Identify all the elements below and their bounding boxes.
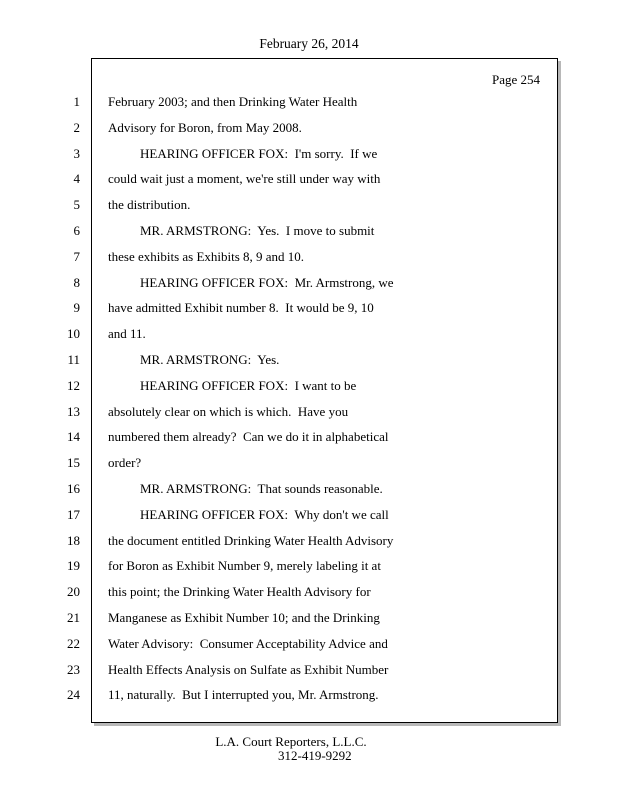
line-text: MR. ARMSTRONG: Yes. I move to submit: [140, 223, 375, 238]
transcript-line: [0, 273, 560, 293]
transcript-line: [0, 169, 560, 189]
line-number: 11: [67, 352, 80, 367]
transcript-line: [0, 118, 560, 138]
line-number: 10: [67, 326, 80, 342]
line-text: HEARING OFFICER FOX: I'm sorry. If we: [140, 145, 378, 161]
line-number: 2: [73, 119, 80, 135]
transcript-line: [0, 634, 560, 654]
line-number: 23: [67, 661, 80, 677]
header-date: February 26, 2014: [259, 36, 359, 51]
line-number: 13: [67, 403, 80, 419]
line-text: HEARING OFFICER FOX: Why don't we call: [140, 506, 389, 522]
line-number: 4: [73, 171, 80, 187]
line-text: MR. ARMSTRONG: Yes.: [140, 352, 280, 367]
line-text: this point; the Drinking Water Health Advisory for: [108, 584, 371, 600]
transcript-line: [0, 324, 560, 344]
line-number: 22: [67, 635, 80, 651]
transcript-line: [0, 144, 560, 164]
line-number: 7: [73, 248, 80, 264]
transcript-line: [0, 221, 560, 241]
line-text: the distribution.: [108, 197, 191, 213]
transcript-line: [0, 195, 560, 215]
line-number: 3: [73, 145, 80, 161]
line-text: order?: [108, 455, 142, 471]
line-number: 9: [73, 300, 80, 316]
line-number: 8: [73, 274, 80, 290]
line-number: 21: [67, 610, 80, 625]
line-text: HEARING OFFICER FOX: Mr. Armstrong, we: [140, 274, 394, 290]
footer-company: L.A. Court Reporters, L.L.C.: [215, 734, 367, 749]
transcript-line: [0, 505, 560, 525]
line-number: 15: [67, 455, 80, 471]
transcript-line: [0, 582, 560, 602]
line-text: the document entitled Drinking Water Health Advisory: [108, 532, 394, 548]
footer-phone: 312-419-9292: [278, 748, 352, 763]
line-number: 20: [67, 584, 80, 600]
transcript-line: [0, 556, 560, 576]
transcript-line: [0, 453, 560, 473]
transcript-line: [0, 608, 560, 628]
line-text: and 11.: [108, 326, 146, 342]
transcript-line: [0, 298, 560, 318]
line-text: Manganese as Exhibit Number 10; and the Drinking: [108, 610, 380, 625]
line-text: Health Effects Analysis on Sulfate as Exhibit Number: [108, 661, 389, 677]
line-text: February 2003; and then Drinking Water Health: [108, 94, 358, 109]
line-number: 17: [67, 506, 80, 522]
line-text: for Boron as Exhibit Number 9, merely labeling it at: [108, 558, 381, 574]
line-number: 18: [67, 532, 80, 548]
line-number: 12: [67, 377, 80, 393]
line-number: 6: [73, 223, 80, 238]
transcript-line: [0, 479, 560, 499]
line-text: numbered them already? Can we do it in alphabetical: [108, 429, 389, 445]
line-text: these exhibits as Exhibits 8, 9 and 10.: [108, 248, 305, 264]
line-text: Water Advisory: Consumer Acceptability Advice and: [108, 635, 388, 651]
line-number: 24: [67, 687, 80, 703]
transcript-line: [0, 660, 560, 680]
line-text: MR. ARMSTRONG: That sounds reasonable.: [140, 481, 383, 496]
transcript-line: [0, 376, 560, 396]
line-number: 16: [67, 481, 80, 496]
transcript-line: [0, 350, 560, 370]
line-number: 1: [73, 94, 80, 109]
transcript-line: [0, 247, 560, 267]
line-number: 19: [67, 558, 80, 574]
line-text: HEARING OFFICER FOX: I want to be: [140, 377, 357, 393]
transcript-line: [0, 531, 560, 551]
page-number: Page 254: [491, 72, 540, 87]
line-number: 14: [67, 429, 80, 445]
line-text: could wait just a moment, we're still under way with: [108, 171, 381, 187]
transcript-line: [0, 427, 560, 447]
line-number: 5: [73, 197, 80, 213]
transcript-line: [0, 685, 560, 705]
line-text: Advisory for Boron, from May 2008.: [108, 119, 302, 135]
transcript-line: [0, 92, 560, 112]
transcript-line: [0, 402, 560, 422]
line-text: have admitted Exhibit number 8. It would be 9, 10: [108, 300, 374, 316]
line-text: 11, naturally. But I interrupted you, Mr. Armstrong.: [108, 687, 379, 703]
line-text: absolutely clear on which is which. Have you: [108, 403, 349, 419]
